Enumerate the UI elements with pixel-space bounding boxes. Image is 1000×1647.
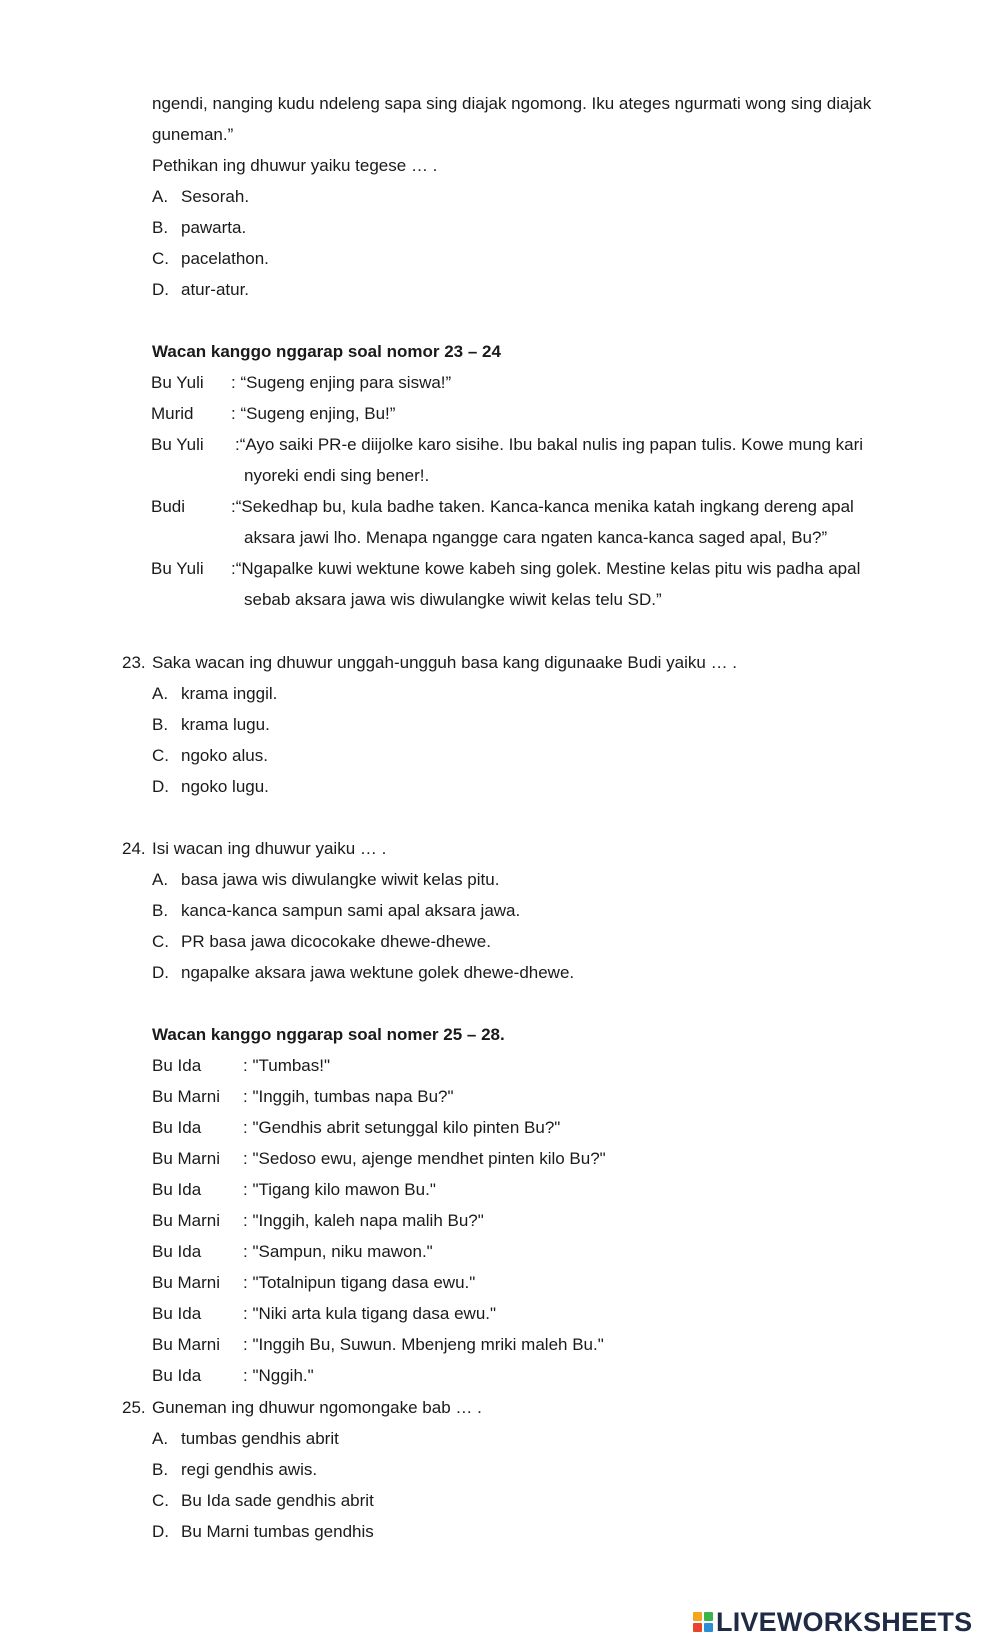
option-letter: B. [152,901,169,920]
dialog-speaker: Bu Yuli [151,435,204,454]
question-text: Isi wacan ing dhuwur yaiku … . [152,839,387,858]
logo-square [693,1612,702,1621]
dialog-speaker: Bu Marni [152,1149,221,1168]
logo-square [704,1623,713,1632]
question-24 [122,838,386,860]
q23-option-a[interactable] [152,683,277,705]
dialog-utterance-cont: nyoreki endi sing bener!. [244,466,430,485]
q24-option-d[interactable] [152,962,574,984]
q23-option-b[interactable] [152,714,270,736]
dialog-utterance-cont: aksara jawi lho. Menapa ngangge cara ngaten kanca-kanca saged apal, Bu?” [244,528,828,547]
intro-question: Pethikan ing dhuwur yaiku tegese … . [152,156,438,175]
intro-line-1: ngendi, nanging kudu ndeleng sapa sing diajak ngomong. Iku ateges ngurmati wong sing diajak [152,94,872,113]
option-letter: A. [152,1429,169,1448]
option-letter: D. [152,280,169,299]
q24-option-b[interactable] [152,900,520,922]
question-number: 25. [122,1398,146,1417]
liveworksheets-logo-icon [693,1612,713,1632]
dialog-speaker: Bu Ida [152,1242,202,1261]
option-text: Bu Ida sade gendhis abrit [181,1491,374,1510]
dialog-speaker: Bu Marni [152,1211,221,1230]
dialog-speaker: Bu Yuli [151,373,204,392]
question-text: Guneman ing dhuwur ngomongake bab … . [152,1398,482,1417]
dialog-speaker: Bu Marni [152,1087,221,1106]
reading-2-title: Wacan kanggo nggarap soal nomer 25 – 28. [152,1025,505,1044]
intro-option-c [152,248,269,270]
q23-option-d[interactable] [152,776,269,798]
dialog-speaker: Bu Ida [152,1056,202,1075]
option-text: PR basa jawa dicocokake dhewe-dhewe. [181,932,491,951]
dialog-utterance: : "Inggih Bu, Suwun. Mbenjeng mriki maleh Bu." [243,1335,604,1354]
liveworksheets-logo[interactable] [693,1607,972,1637]
q25-option-a[interactable] [152,1428,339,1450]
dialog-utterance: : "Gendhis abrit setunggal kilo pinten Bu?" [243,1118,561,1137]
option-text: krama inggil. [181,684,278,703]
logo-square [704,1612,713,1621]
option-text: tumbas gendhis abrit [181,1429,339,1448]
option-text: pawarta. [181,218,247,237]
dialog-utterance: : "Nggih." [243,1366,314,1385]
intro-line-2: guneman.” [152,125,234,144]
question-number: 24. [122,839,146,858]
option-letter: D. [152,963,169,982]
intro-option-d [152,279,249,301]
option-letter: C. [152,746,169,765]
option-letter: B. [152,715,169,734]
dialog-utterance: : "Totalnipun tigang dasa ewu." [243,1273,476,1292]
dialog-utterance: : “Sugeng enjing, Bu!” [231,404,396,423]
dialog-utterance: : "Niki arta kula tigang dasa ewu." [243,1304,497,1323]
option-text: regi gendhis awis. [181,1460,318,1479]
question-25 [122,1397,482,1419]
option-letter: A. [152,187,169,206]
option-letter: A. [152,870,169,889]
option-letter: C. [152,1491,169,1510]
dialog-utterance: : "Sedoso ewu, ajenge mendhet pinten kilo Bu?" [243,1149,606,1168]
dialog-utterance: : "Tigang kilo mawon Bu." [243,1180,436,1199]
q24-option-c[interactable] [152,931,491,953]
option-text: basa jawa wis diwulangke wiwit kelas pitu. [181,870,500,889]
reading-1-title: Wacan kanggo nggarap soal nomor 23 – 24 [152,342,501,361]
dialog-speaker: Bu Ida [152,1304,202,1323]
dialog-speaker: Murid [151,404,194,423]
q25-option-c[interactable] [152,1490,374,1512]
option-text: ngoko lugu. [181,777,269,796]
intro-option-b [152,217,246,239]
dialog-speaker: Bu Ida [152,1366,202,1385]
q24-option-a[interactable] [152,869,499,891]
option-text: ngoko alus. [181,746,268,765]
option-letter: C. [152,249,169,268]
dialog-utterance: :“Ayo saiki PR-e diijolke karo sisihe. Ibu bakal nulis ing papan tulis. Kowe mung kari [235,435,864,454]
q25-option-b[interactable] [152,1459,317,1481]
option-text: pacelathon. [181,249,269,268]
dialog-utterance: : "Inggih, tumbas napa Bu?" [243,1087,454,1106]
logo-text: LIVEWORKSHEETS [716,1606,973,1637]
dialog-speaker: Bu Marni [152,1273,221,1292]
dialog-utterance: :“Sekedhap bu, kula badhe taken. Kanca-kanca menika katah ingkang dereng apal [231,497,854,516]
dialog-speaker: Bu Yuli [151,559,204,578]
dialog-utterance: :“Ngapalke kuwi wektune kowe kabeh sing golek. Mestine kelas pitu wis padha apal [231,559,861,578]
dialog-speaker: Bu Ida [152,1118,202,1137]
logo-square [693,1623,702,1632]
dialog-speaker: Bu Marni [152,1335,221,1354]
question-23 [122,652,737,674]
option-letter: B. [152,1460,169,1479]
option-letter: D. [152,777,169,796]
option-text: kanca-kanca sampun sami apal aksara jawa. [181,901,521,920]
option-text: Bu Marni tumbas gendhis [181,1522,374,1541]
option-text: ngapalke aksara jawa wektune golek dhewe-dhewe. [181,963,575,982]
option-letter: C. [152,932,169,951]
option-text: atur-atur. [181,280,250,299]
option-text: Sesorah. [181,187,250,206]
dialog-utterance: : “Sugeng enjing para siswa!” [231,373,452,392]
dialog-utterance: : "Tumbas!" [243,1056,331,1075]
question-text: Saka wacan ing dhuwur unggah-ungguh basa kang digunaake Budi yaiku … . [152,653,738,672]
dialog-utterance-cont: sebab aksara jawa wis diwulangke wiwit kelas telu SD.” [244,590,662,609]
option-letter: B. [152,218,169,237]
option-text: krama lugu. [181,715,270,734]
q23-option-c[interactable] [152,745,268,767]
option-letter: D. [152,1522,169,1541]
q25-option-d[interactable] [152,1521,374,1543]
dialog-speaker: Bu Ida [152,1180,202,1199]
intro-option-a [152,186,249,208]
option-letter: A. [152,684,169,703]
dialog-utterance: : "Sampun, niku mawon." [243,1242,433,1261]
question-number: 23. [122,653,146,672]
dialog-utterance: : "Inggih, kaleh napa malih Bu?" [243,1211,484,1230]
dialog-speaker: Budi [151,497,186,516]
